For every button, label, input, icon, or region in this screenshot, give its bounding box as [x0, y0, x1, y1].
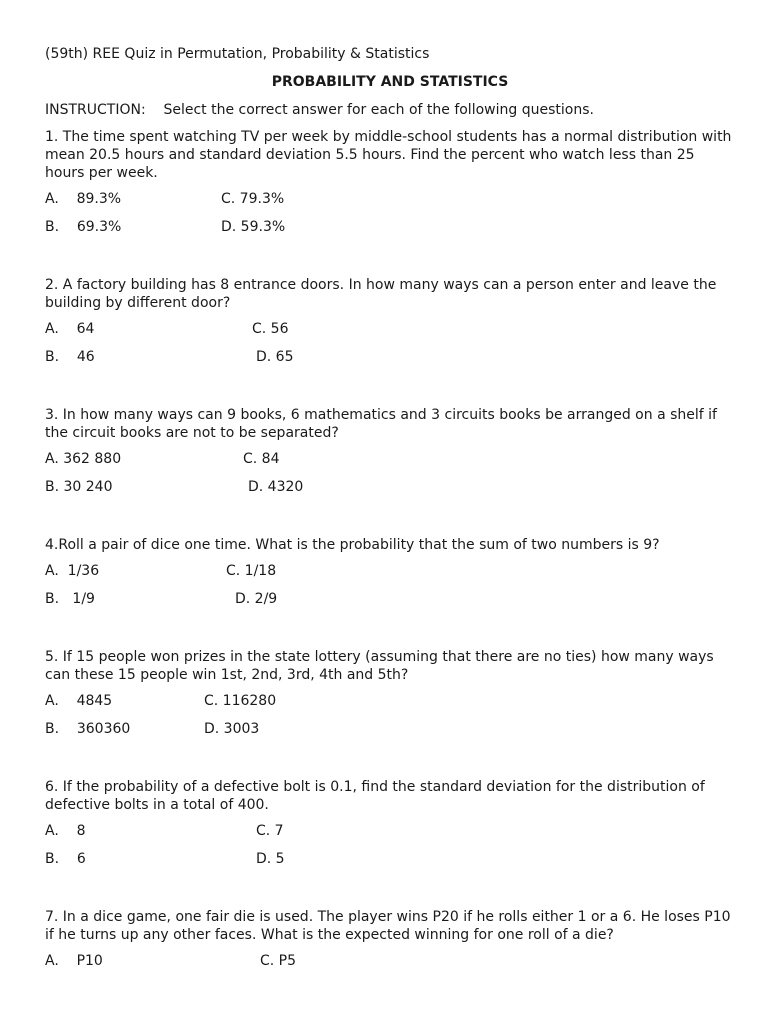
- option-c: C. 7: [256, 823, 284, 839]
- option-c: C. 84: [243, 451, 280, 467]
- option-b: B. 360360: [45, 721, 131, 737]
- option-b: B. 69.3%: [45, 219, 122, 235]
- options-row: [45, 320, 735, 348]
- document-title: PROBABILITY AND STATISTICS: [271, 74, 509, 90]
- instruction-line: INSTRUCTION: Select the correct answer for each of the following questions.: [45, 102, 594, 118]
- question-6: [45, 778, 735, 878]
- document-page: [45, 44, 735, 980]
- question-4: [45, 536, 735, 618]
- option-c: C. 56: [252, 321, 289, 337]
- question-1: [45, 128, 735, 246]
- option-d: D. 2/9: [235, 591, 278, 607]
- option-a: A. P10: [45, 953, 103, 969]
- options-row: [45, 218, 735, 246]
- question-text: 3. In how many ways can 9 books, 6 mathematics and 3 circuits books be arranged on a shelf if the circuit books are not to be separated?: [45, 407, 717, 441]
- question-text: 4.Roll a pair of dice one time. What is the probability that the sum of two numbers is 9?: [45, 537, 660, 553]
- option-c: C. 116280: [204, 693, 277, 709]
- option-a: A. 89.3%: [45, 191, 122, 207]
- option-a: A. 8: [45, 823, 86, 839]
- option-b: B. 30 240: [45, 479, 113, 495]
- question-text: 5. If 15 people won prizes in the state lottery (assuming that there are no ties) how many ways can these 15 people win 1st, 2nd, 3rd, 4th and 5th?: [45, 649, 714, 683]
- option-c: C. 79.3%: [221, 191, 285, 207]
- options-row: [45, 952, 735, 980]
- question-text: 1. The time spent watching TV per week by middle-school students has a normal distribution with mean 20.5 hours and standard deviation 5.5 hours. Find the percent who watch less than 25 hours per week.: [45, 129, 732, 181]
- options-row: [45, 720, 735, 748]
- option-a: A. 362 880: [45, 451, 122, 467]
- options-row: [45, 590, 735, 618]
- option-b: B. 1/9: [45, 591, 95, 607]
- question-2: [45, 276, 735, 376]
- options-row: [45, 478, 735, 506]
- option-b: B. 46: [45, 349, 95, 365]
- option-d: D. 3003: [204, 721, 260, 737]
- question-text: 2. A factory building has 8 entrance doors. In how many ways can a person enter and leave the building by different door?: [45, 277, 717, 311]
- question-7: [45, 908, 735, 980]
- options-row: [45, 348, 735, 376]
- options-row: [45, 450, 735, 478]
- option-a: A. 4845: [45, 693, 113, 709]
- question-3: [45, 406, 735, 506]
- options-row: [45, 692, 735, 720]
- option-c: C. P5: [260, 953, 297, 969]
- option-d: D. 4320: [248, 479, 304, 495]
- option-c: C. 1/18: [226, 563, 277, 579]
- option-a: A. 1/36: [45, 563, 100, 579]
- options-row: [45, 562, 735, 590]
- option-d: D. 65: [256, 349, 294, 365]
- option-d: D. 5: [256, 851, 285, 867]
- question-text: 6. If the probability of a defective bolt is 0.1, find the standard deviation for the distribution of defective bolts in a total of 400.: [45, 779, 705, 813]
- options-row: [45, 822, 735, 850]
- options-row: [45, 190, 735, 218]
- option-b: B. 6: [45, 851, 86, 867]
- question-5: [45, 648, 735, 748]
- options-row: [45, 850, 735, 878]
- option-d: D. 59.3%: [221, 219, 286, 235]
- option-a: A. 64: [45, 321, 95, 337]
- question-text: 7. In a dice game, one fair die is used. The player wins P20 if he rolls either 1 or a 6. He loses P10 if he turns up any other faces. What is the expected winning for one roll of a die?: [45, 909, 731, 943]
- quiz-label: (59th) REE Quiz in Permutation, Probability & Statistics: [45, 46, 430, 62]
